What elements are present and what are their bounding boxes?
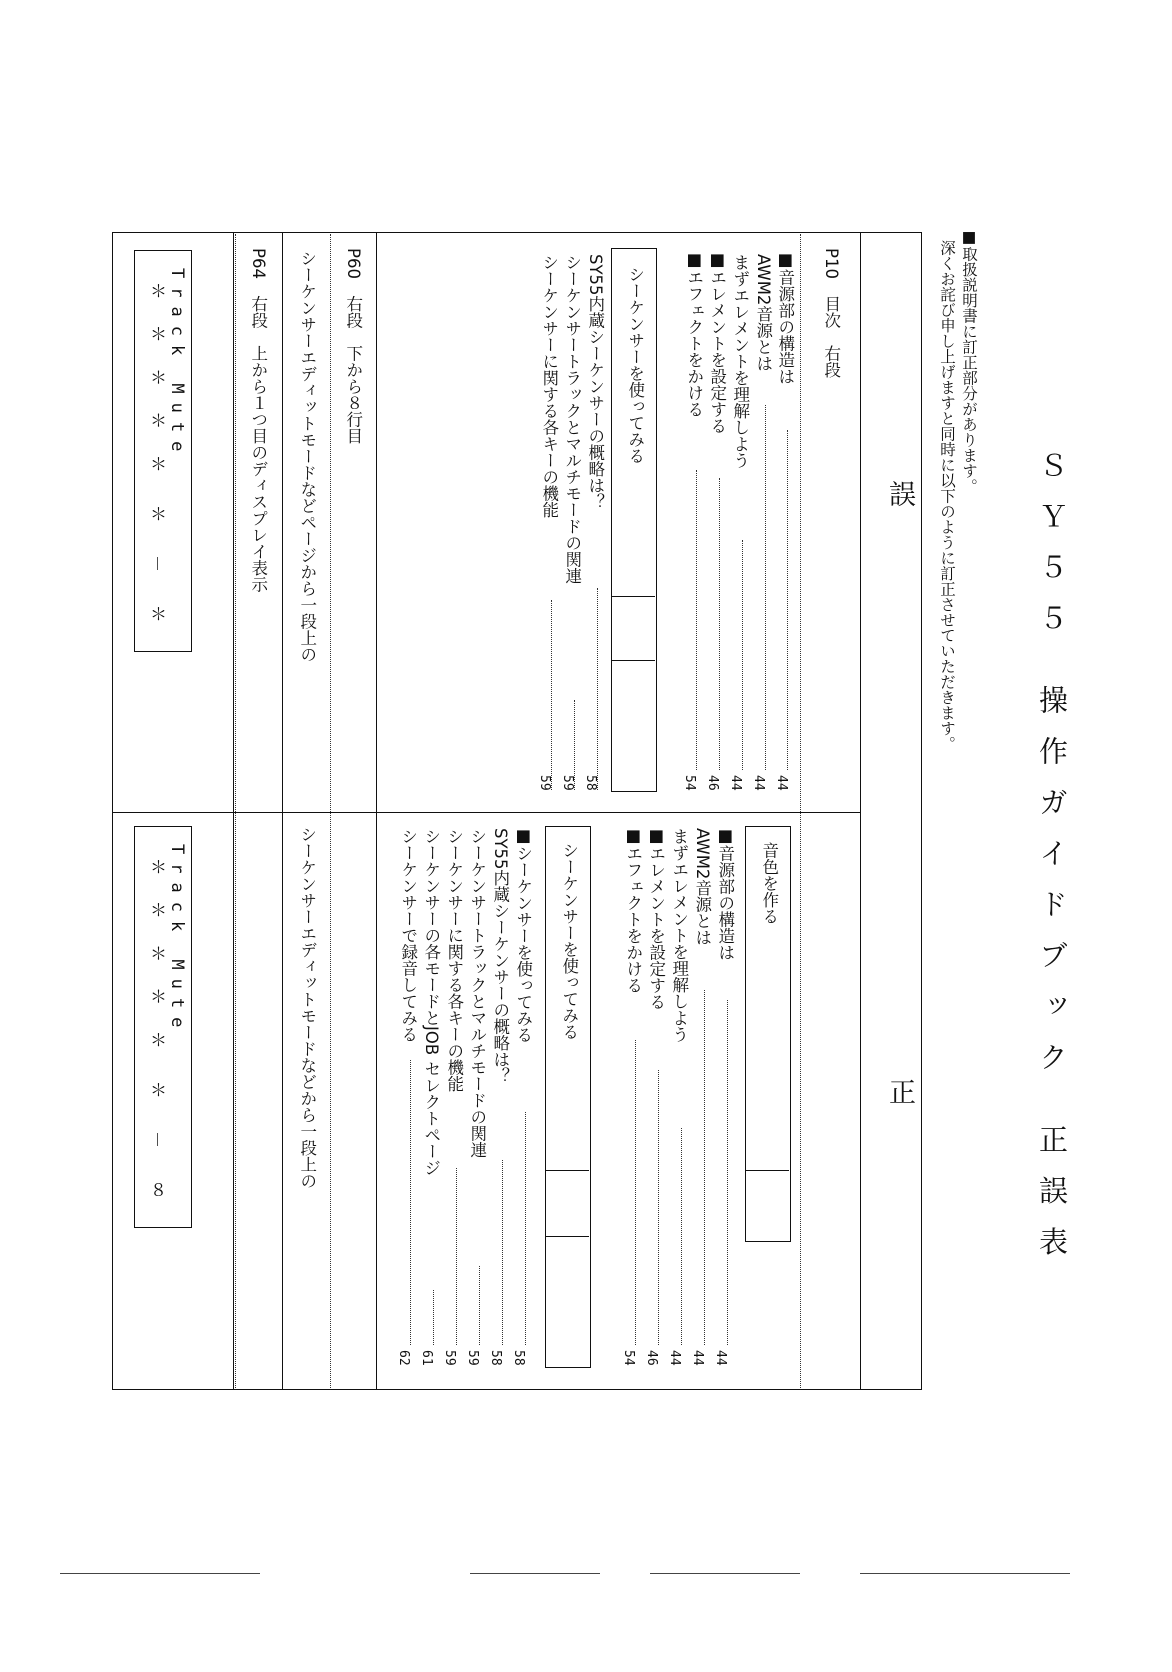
row1-ref: P10 目次 右段 — [821, 248, 841, 378]
page-number: 46 — [644, 1350, 659, 1366]
leader-dots — [719, 478, 720, 770]
row1-right-item: SY55内蔵シーケンサーの概略は？ — [490, 828, 510, 1085]
leader-dots — [635, 1040, 636, 1345]
page-title: ＳＹ５５ 操作ガイドブック 正誤表 — [1035, 450, 1069, 1278]
page-number: 44 — [728, 775, 743, 791]
row1-wrong-item: シーケンサートラックとマルチモードの関連 — [562, 254, 582, 584]
row1-wrong-item: まずエレメントを理解しよう — [730, 254, 750, 469]
row1-wrong-item: ■エフェクトをかける — [684, 250, 704, 418]
section-box-divider — [612, 660, 655, 661]
row2-ref-divider — [330, 234, 331, 1388]
row1-right-item: シーケンサーに関する各キーの機能 — [444, 828, 464, 1092]
row1-wrong-item: SY55内蔵シーケンサーの概略は？ — [585, 254, 605, 511]
page-number: 59 — [465, 1350, 480, 1366]
page-number: 59 — [537, 775, 552, 791]
row1-right-item: シーケンサーで録音してみる — [398, 828, 418, 1043]
header-divider — [860, 232, 861, 1390]
row1-wrong-item: ■エレメントを設定する — [707, 250, 727, 434]
scan-mark — [470, 1573, 600, 1574]
leader-dots — [551, 600, 552, 790]
page-number: 62 — [396, 1350, 411, 1366]
row1-ref-divider — [800, 234, 801, 1388]
leader-dots — [704, 990, 705, 1345]
page-number: 59 — [442, 1350, 457, 1366]
section-box-divider — [546, 1170, 589, 1171]
section-box-label: シーケンサーを使ってみる — [559, 842, 579, 1040]
page-number: 44 — [690, 1350, 705, 1366]
leader-dots — [727, 1000, 728, 1345]
page-number: 59 — [560, 775, 575, 791]
wrong-header: 誤 — [884, 480, 915, 507]
page-number: 44 — [667, 1350, 682, 1366]
section-box-divider — [546, 1236, 589, 1237]
row3-ref-divider — [235, 234, 236, 1388]
leader-dots — [597, 588, 598, 790]
intro-line-2: 深くお詫び申し上げますと同時に以下のように訂正させていただきます。 — [938, 240, 956, 752]
row1-right-item: シーケンサーの各モードとJOB セレクトページ — [421, 828, 441, 1176]
row1-wrong-item: ■音源部の構造は — [775, 250, 795, 385]
page-number: 58 — [511, 1350, 526, 1366]
leader-dots — [410, 1060, 411, 1345]
page-number: 44 — [774, 775, 789, 791]
row1-right-item: まずエレメントを理解しよう — [669, 828, 689, 1043]
leader-dots — [658, 1070, 659, 1345]
intro-line-1: ■取扱説明書に訂正部分があります。 — [960, 228, 978, 494]
leader-dots — [681, 1128, 682, 1345]
leader-dots — [433, 1290, 434, 1345]
leader-dots — [456, 1168, 457, 1345]
row1-right-item: AWM2音源とは — [692, 828, 712, 946]
middle-divider — [112, 812, 861, 813]
leader-dots — [696, 470, 697, 770]
section-box-label: シーケンサーを使ってみる — [625, 266, 645, 464]
section-box-divider — [612, 596, 655, 597]
row1-right-item: ■エフェクトをかける — [623, 826, 643, 994]
section-box-divider — [746, 1170, 789, 1171]
row2-wrong-text: シーケンサーエディットモードなどページから一段上の — [297, 250, 317, 663]
display-line-2: ＊ ＊ ＊ ＊ ＊ ＊ － ＊ — [146, 282, 166, 630]
row1-right-item: ■エレメントを設定する — [646, 826, 666, 1010]
leader-dots — [502, 1160, 503, 1345]
page-number: 54 — [682, 775, 697, 791]
leader-dots — [525, 1112, 526, 1345]
leader-dots — [479, 1266, 480, 1345]
row1-wrong-item: AWM2音源とは — [753, 254, 773, 372]
page-number: 61 — [419, 1350, 434, 1366]
display-line-1: Track Mute — [167, 844, 187, 1037]
row1-separator — [376, 232, 377, 1390]
page-number: 44 — [751, 775, 766, 791]
row1-right-item: シーケンサートラックとマルチモードの関連 — [467, 828, 487, 1158]
display-line-1: Track Mute — [167, 268, 187, 461]
page-number: 58 — [583, 775, 598, 791]
display-line-2: ＊ ＊ ＊ ＊ ＊ ＊ － ８ — [146, 858, 166, 1206]
row3-ref: P64 右段 上から１つ目のディスプレイ表示 — [248, 248, 268, 593]
page-number: 54 — [621, 1350, 636, 1366]
row2-right-text: シーケンサーエディットモードなどから一段上の — [297, 826, 317, 1189]
scan-mark — [860, 1573, 1070, 1574]
page-number: 58 — [488, 1350, 503, 1366]
row1-right-item: ■音源部の構造は — [715, 826, 735, 961]
row1-wrong-item: シーケンサーに関する各キーの機能 — [539, 254, 559, 518]
page-number: 46 — [705, 775, 720, 791]
scan-mark — [60, 1573, 260, 1574]
row2-separator — [282, 232, 283, 1390]
section-box-label: 音色を作る — [759, 842, 779, 925]
row3-separator — [233, 232, 234, 1390]
scan-mark — [650, 1573, 800, 1574]
leader-dots — [787, 430, 788, 770]
page-number: 44 — [713, 1350, 728, 1366]
leader-dots — [742, 540, 743, 770]
row1-right-item: ■シーケンサーを使ってみる — [513, 826, 533, 1043]
row2-ref: P60 右段 下から８行目 — [343, 248, 363, 444]
right-header: 正 — [884, 1078, 915, 1105]
leader-dots — [765, 405, 766, 770]
